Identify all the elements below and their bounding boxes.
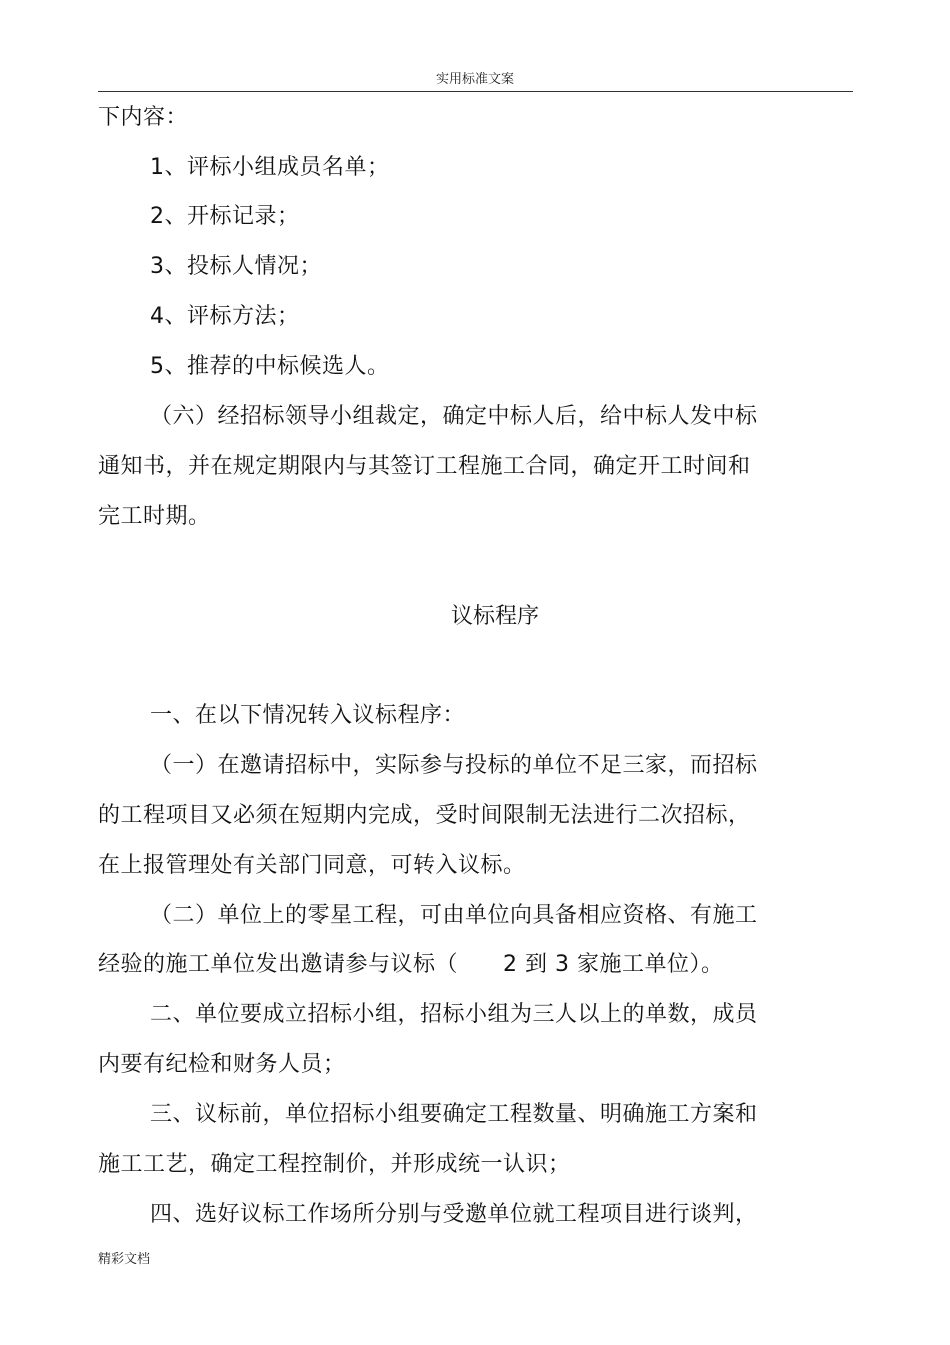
text-line: 通知书，并在规定期限内与其签订工程施工合同，确定开工时间和 bbox=[98, 454, 751, 479]
section-title: 议标程序 bbox=[450, 604, 539, 629]
list-item: 3、投标人情况； bbox=[150, 254, 322, 279]
text-line: 一、在以下情况转入议标程序： bbox=[150, 703, 466, 728]
list-item: 1、评标小组成员名单； bbox=[150, 155, 390, 180]
text-line: （一）在邀请招标中，实际参与投标的单位不足三家，而招标 bbox=[150, 753, 758, 778]
text-line: 二、单位要成立招标小组，招标小组为三人以上的单数，成员 bbox=[150, 1002, 758, 1027]
text-line: 经验的施工单位发出邀请参与议标（ 2 到 3 家施工单位）。 bbox=[98, 952, 724, 977]
text-line: 三、议标前，单位招标小组要确定工程数量、明确施工方案和 bbox=[150, 1102, 758, 1127]
text-line: 施工工艺，确定工程控制价，并形成统一认识； bbox=[98, 1152, 571, 1177]
text-line: 完工时期。 bbox=[98, 504, 211, 529]
text-line: 的工程项目又必须在短期内完成，受时间限制无法进行二次招标， bbox=[98, 803, 751, 828]
page-header: 实用标准文案 bbox=[435, 72, 514, 87]
text-line: 内要有纪检和财务人员； bbox=[98, 1052, 346, 1077]
text-line: 四、选好议标工作场所分别与受邀单位就工程项目进行谈判， bbox=[150, 1202, 758, 1227]
text-line: 下内容： bbox=[98, 105, 189, 130]
list-item: 2、开标记录； bbox=[150, 204, 300, 229]
header-divider bbox=[98, 91, 853, 92]
list-item: 4、评标方法； bbox=[150, 304, 300, 329]
text-line: 在上报管理处有关部门同意，可转入议标。 bbox=[98, 853, 526, 878]
list-item: 5、推荐的中标候选人。 bbox=[150, 354, 390, 379]
text-line: （二）单位上的零星工程，可由单位向具备相应资格、有施工 bbox=[150, 903, 758, 928]
page-footer: 精彩文档 bbox=[98, 1252, 151, 1267]
text-line: （六）经招标领导小组裁定，确定中标人后，给中标人发中标 bbox=[150, 404, 758, 429]
